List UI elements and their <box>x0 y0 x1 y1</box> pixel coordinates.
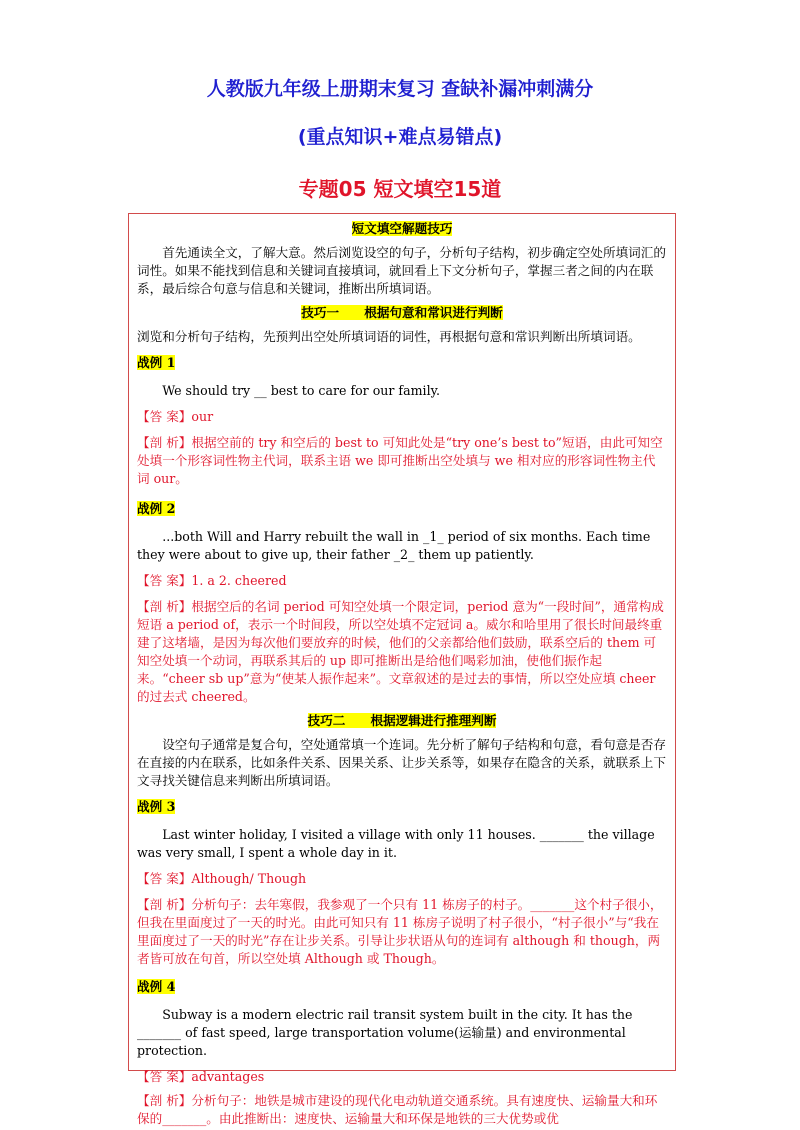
tip1-heading-row <box>137 304 667 322</box>
intro-text: 首先通读全文，了解大意。然后浏览设空的句子，分析句子结构，初步确定空处所填词汇的词性。如果不能找到信息和关键词直接填词，就回看上下文分析句子，掌握三者之间的内在联系，最后综合句意与信息和关键词，推断出所填词语。 <box>137 245 666 296</box>
example3-label-row <box>137 798 667 816</box>
example4-answer: 【答 案】advantages <box>137 1069 265 1084</box>
document-title: 人教版九年级上册期末复习 查缺补漏冲刺满分 <box>206 78 594 100</box>
tip1-text: 浏览和分析句子结构，先预判出空处所填词语的词性，再根据句意和常识判断出所填词语。 <box>137 329 641 344</box>
example4-sentence: Subway is a modern electric rail transit system built in the city. It has the _______ of fast speed, large transportation volume(运输量) and environmental protection. <box>137 1007 633 1058</box>
tip2-heading-row <box>137 712 667 730</box>
example3-sentence: Last winter holiday, I visited a village with only 11 houses. _______ the village was very small, I spent a whole day in it. <box>137 827 655 860</box>
example3-analysis: 【剖 析】分析句子：去年寒假，我参观了一个只有 11 栋房子的村子。_______这个村子很小，但我在里面度过了一天的时光。由此可知只有 11 栋房子说明了村子很小，“村子很小”与“我在里面度过了一天的时光”存在让步关系。引导让步状语从句的连词有 although 和 though，两者皆可放在句首，所以空处填 Although 或 Though。 <box>137 897 663 966</box>
example1-sentence: We should try __ best to care for our family. <box>162 383 441 398</box>
tip1-heading: 技巧一 根据句意和常识进行判断 <box>301 305 503 320</box>
example2-answer: 【答 案】1. a 2. cheered <box>137 573 287 588</box>
example2-sentence: ...both Will and Harry rebuilt the wall in _1_ period of six months. Each time they were about to give up, their father _2_ them up patiently. <box>137 529 651 562</box>
tip2-heading: 技巧二 根据逻辑进行推理判断 <box>307 713 497 728</box>
document-subtitle: (重点知识+难点易错点) <box>297 126 503 148</box>
example2-label-row <box>137 500 667 518</box>
example2-label: 战例 2 <box>137 501 176 516</box>
content-box <box>128 213 676 1126</box>
topic-title: 专题05 短文填空15道 <box>298 177 502 201</box>
example1-answer: 【答 案】our <box>137 409 214 424</box>
example1-label-row <box>137 354 667 372</box>
intro-heading-row <box>137 220 667 238</box>
example1-analysis: 【剖 析】根据空前的 try 和空后的 best to 可知此处是“try one’s best to”短语，由此可知空处填一个形容词性物主代词，联系主语 we 即可推断出空处填与 we 相对应的形容词性物主代词 our。 <box>137 435 663 486</box>
example4-label: 战例 4 <box>137 979 176 994</box>
example1-label: 战例 1 <box>137 355 176 370</box>
intro-heading: 短文填空解题技巧 <box>351 221 453 236</box>
tip2-text: 设空句子通常是复合句，空处通常填一个连词。先分析了解句子结构和句意，看句意是否存在直接的内在联系，比如条件关系、因果关系、让步关系等，如果存在隐含的关系，就联系上下文寻找关键信息来判断出所填词语。 <box>137 737 666 788</box>
example2-analysis: 【剖 析】根据空后的名词 period 可知空处填一个限定词，period 意为“一段时间”，通常构成短语 a period of，表示一个时间段，所以空处填不定冠词 a。威尔和哈里用了很长时间最终重建了这堵墙，是因为每次他们要放弃的时候，他们的父亲都给他们鼓励，联系空后的 them 可知空处填一个动词，再联系其后的 up 即可推断出是给他们喝彩加油，使他们振作起来。“cheer sb up”意为“使某人振作起来”。文章叙述的是过去的事情，所以空处应填 cheer 的过去式 cheered。 <box>137 599 664 704</box>
example3-answer: 【答 案】Although/ Though <box>137 871 307 886</box>
example4-label-row <box>137 978 667 996</box>
example3-label: 战例 3 <box>137 799 176 814</box>
example4-analysis: 【剖 析】分析句子：地铁是城市建设的现代化电动轨道交通系统。具有速度快、运输量大和环保的_______。由此推断出：速度快、运输量大和环保是地铁的三大优势或优 <box>137 1093 658 1126</box>
